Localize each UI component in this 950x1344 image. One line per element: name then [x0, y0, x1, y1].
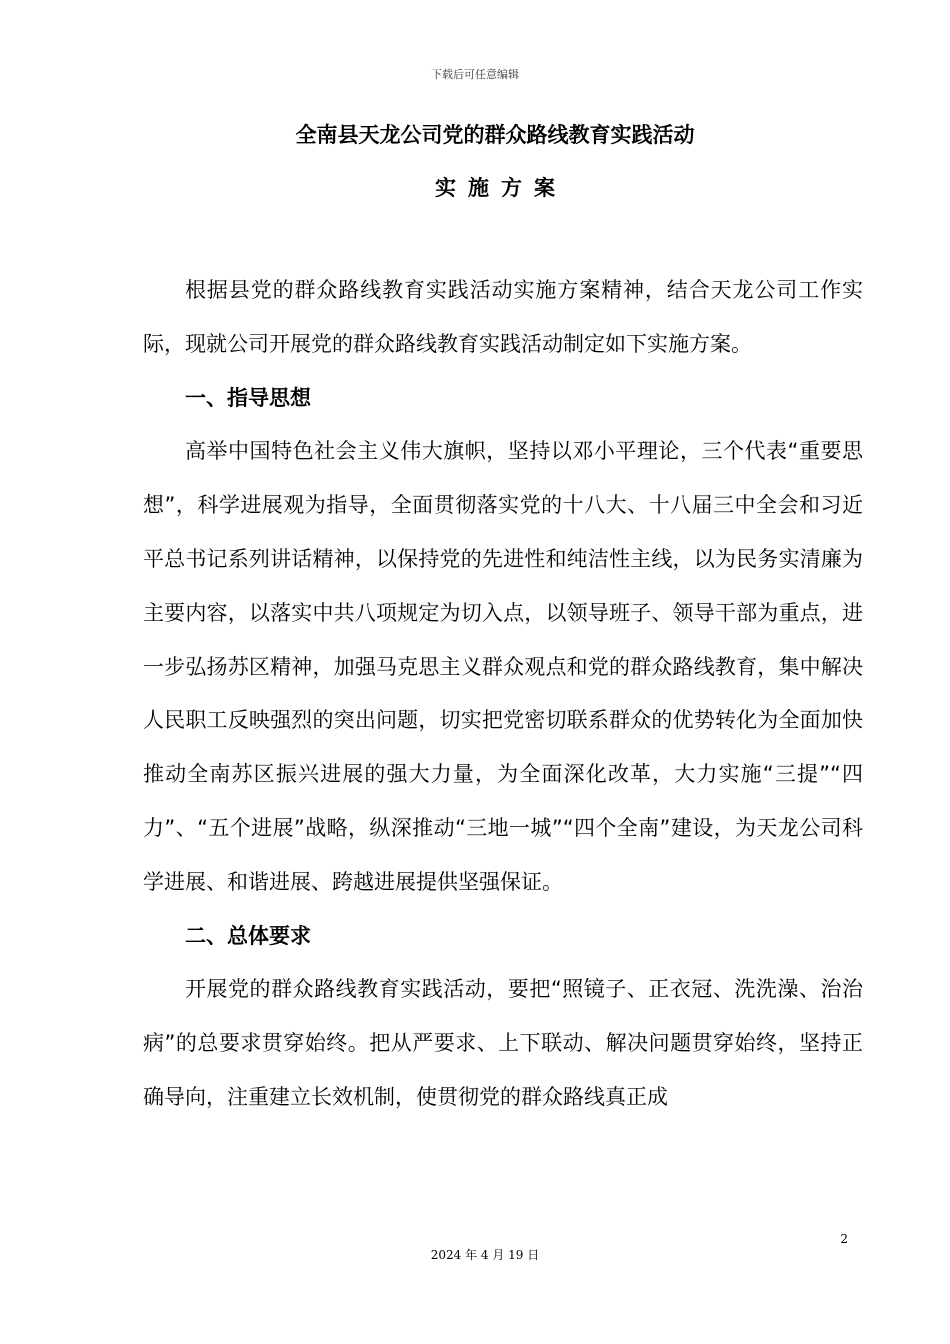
page-number: 2	[840, 1232, 848, 1246]
section-heading-guiding-thought: 一、指导思想	[185, 385, 311, 410]
section-paragraph-guiding-thought: 高举中国特色社会主义伟大旗帜，坚持以邓小平理论，三个代表“重要思想”，科学进展观为指导，全面贯彻落实党的十八大、十八届三中全会和习近平总书记系列讲话精神，以保持党的先进性和纯洁性主线，以为民务实清廉为主要内容，以落实中共八项规定为切入点，以领导班子、领导干部为重点，进一步弘扬苏区精神，加强马克思主义群众观点和党的群众路线教育，集中解决人民职工反映强烈的突出问题，切实把党密切联系群众的优势转化为全面加快推动全南苏区振兴进展的强大力量，为全面深化改革，大力实施“三提”“四力”、“五个进展”战略，纵深推动“三地一城”“四个全南”建设，为天龙公司科学进展、和谐进展、跨越进展提供坚强保证。	[143, 439, 863, 894]
document-subtitle: 实施方案	[435, 176, 567, 200]
document-title: 全南县天龙公司党的群众路线教育实践活动	[295, 123, 695, 147]
section-paragraph-general-requirements: 开展党的群众路线教育实践活动，要把“照镜子、正衣冠、洗洗澡、治治病”的总要求贯穿始终。把从严要求、上下联动、解决问题贯穿始终，坚持正确导向，注重建立长效机制，使贯彻党的群众路线真正成	[143, 977, 863, 1109]
header-note: 下载后可任意编辑	[431, 68, 519, 81]
document-body	[143, 264, 863, 1125]
intro-paragraph: 根据县党的群众路线教育实践活动实施方案精神，结合天龙公司工作实际，现就公司开展党的群众路线教育实践活动制定如下实施方案。	[143, 278, 863, 356]
footer-date: 2024 年 4 月 19 日	[430, 1248, 540, 1262]
section-heading-general-requirements: 二、总体要求	[185, 923, 311, 948]
